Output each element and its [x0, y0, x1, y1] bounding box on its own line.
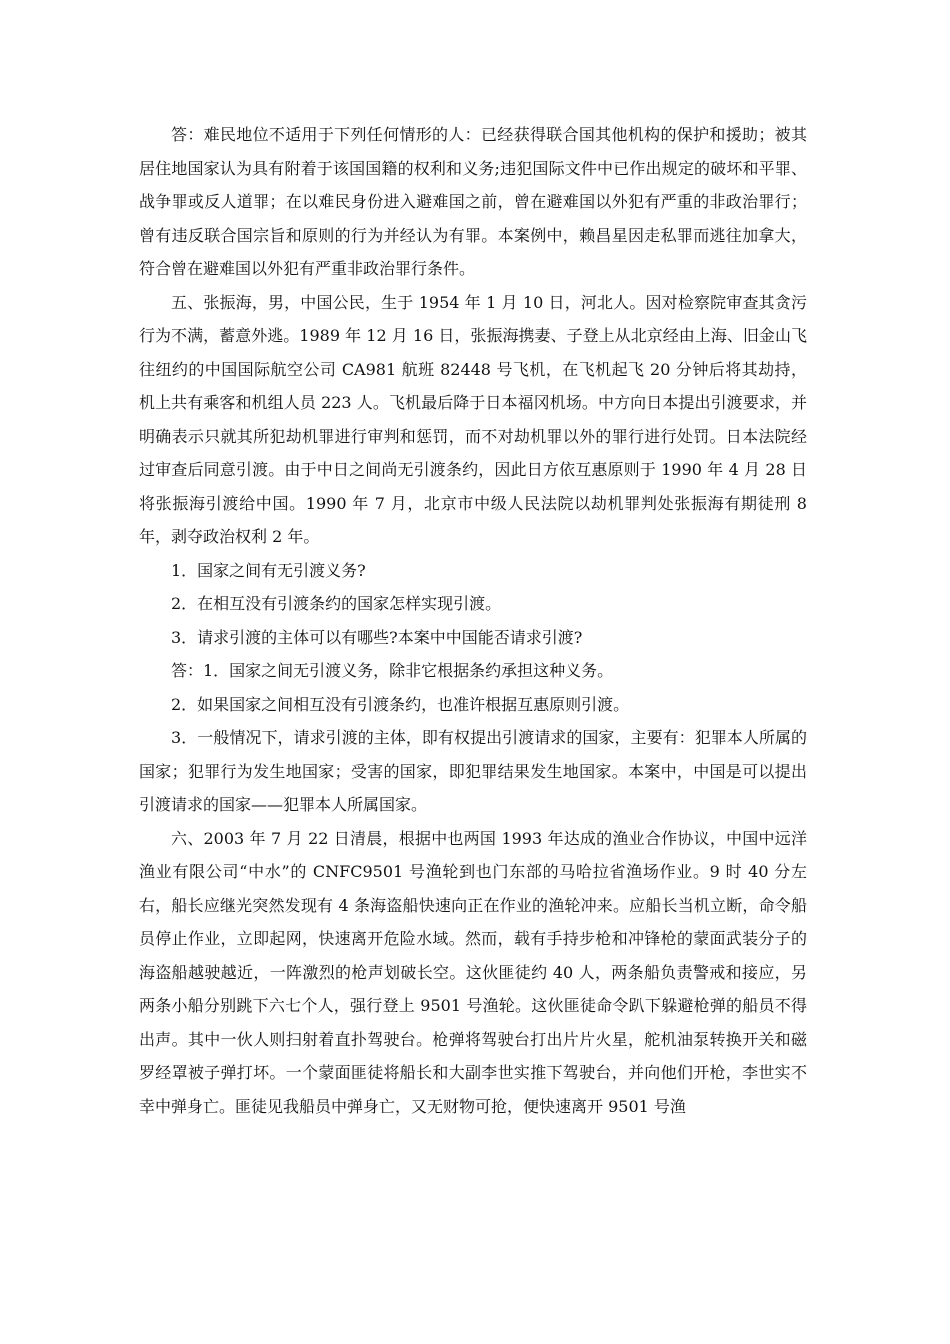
- answer-1: 答：1．国家之间无引渡义务，除非它根据条约承担这种义务。: [171, 661, 614, 680]
- paragraph-case-five: 五、张振海，男，中国公民，生于 1954 年 1 月 10 日，河北人。因对检察院审查其贪污行为不满，蓄意外逃。1989 年 12 月 16 日，张振海携妻、子登上从北京经由上海、旧金山飞往纽约的中国国际航空公司 CA981 航班 82448 号飞机，在飞机起飞 20 分钟后将其劫持，机上共有乘客和机组人员 223 人。飞机最后降于日本福冈机场。中方向日本提出引渡要求，并明确表示只就其所犯劫机罪进行审判和惩罚，而不对劫机罪以外的罪行进行处罚。日本法院经过审查后同意引渡。由于中日之间尚无引渡条约，因此日方依互惠原则于 1990 年 4 月 28 日将张振海引渡给中国。1990 年 7 月，北京市中级人民法院以劫机罪判处张振海有期徒刑 8 年，剥夺政治权利 2 年。: [139, 292, 807, 546]
- paragraph-refugee-answer: 答：难民地位不适用于下列任何情形的人：已经获得联合国其他机构的保护和援助；被其居住地国家认为具有附着于该国国籍的权利和义务;违犯国际文件中已作出规定的破坏和平罪、战争罪或反人道罪；在以难民身份进入避难国之前，曾在避难国以外犯有严重的非政治罪行；曾有违反联合国宗旨和原则的行为并经认为有罪。本案例中，赖昌星因走私罪而逃往加拿大，符合曾在避难国以外犯有严重非政治罪行条件。: [139, 125, 807, 278]
- paragraph-case-six: 六、2003 年 7 月 22 日清晨，根据中也两国 1993 年达成的渔业合作协议，中国中远洋渔业有限公司“中水”的 CNFC9501 号渔轮到也门东部的马哈拉省渔场作业。9 时 40 分左右，船长应继光突然发现有 4 条海盗船快速向正在作业的渔轮冲来。应船长当机立断，命令船员停止作业，立即起网，快速离开危险水域。然而，载有手持步枪和冲锋枪的蒙面武装分子的海盗船越驶越近，一阵激烈的枪声划破长空。这伙匪徒约 40 人，两条船负责警戒和接应，另两条小船分别跳下六七个人，强行登上 9501 号渔轮。这伙匪徒命令趴下躲避枪弹的船员不得出声。其中一伙人则扫射着直扑驾驶台。枪弹将驾驶台打出片片火星，舵机油泵转换开关和磁罗经罩被子弹打坏。一个蒙面匪徒将船长和大副李世实推下驾驶台，并向他们开枪，李世实不幸中弹身亡。匪徒见我船员中弹身亡，又无财物可抢，便快速离开 9501 号渔: [139, 828, 807, 1116]
- question-3: 3．请求引渡的主体可以有哪些?本案中中国能否请求引渡?: [171, 627, 583, 647]
- question-1: 1．国家之间有无引渡义务?: [171, 560, 366, 580]
- document-page: [139, 118, 807, 1123]
- answer-3: 3．一般情况下，请求引渡的主体，即有权提出引渡请求的国家，主要有：犯罪本人所属的国家；犯罪行为发生地国家；受害的国家，即犯罪结果发生地国家。本案中，中国是可以提出引渡请求的国家——犯罪本人所属国家。: [139, 728, 807, 814]
- question-2: 2．在相互没有引渡条约的国家怎样实现引渡。: [171, 594, 502, 613]
- answer-2: 2．如果国家之间相互没有引渡条约，也准许根据互惠原则引渡。: [171, 694, 630, 714]
